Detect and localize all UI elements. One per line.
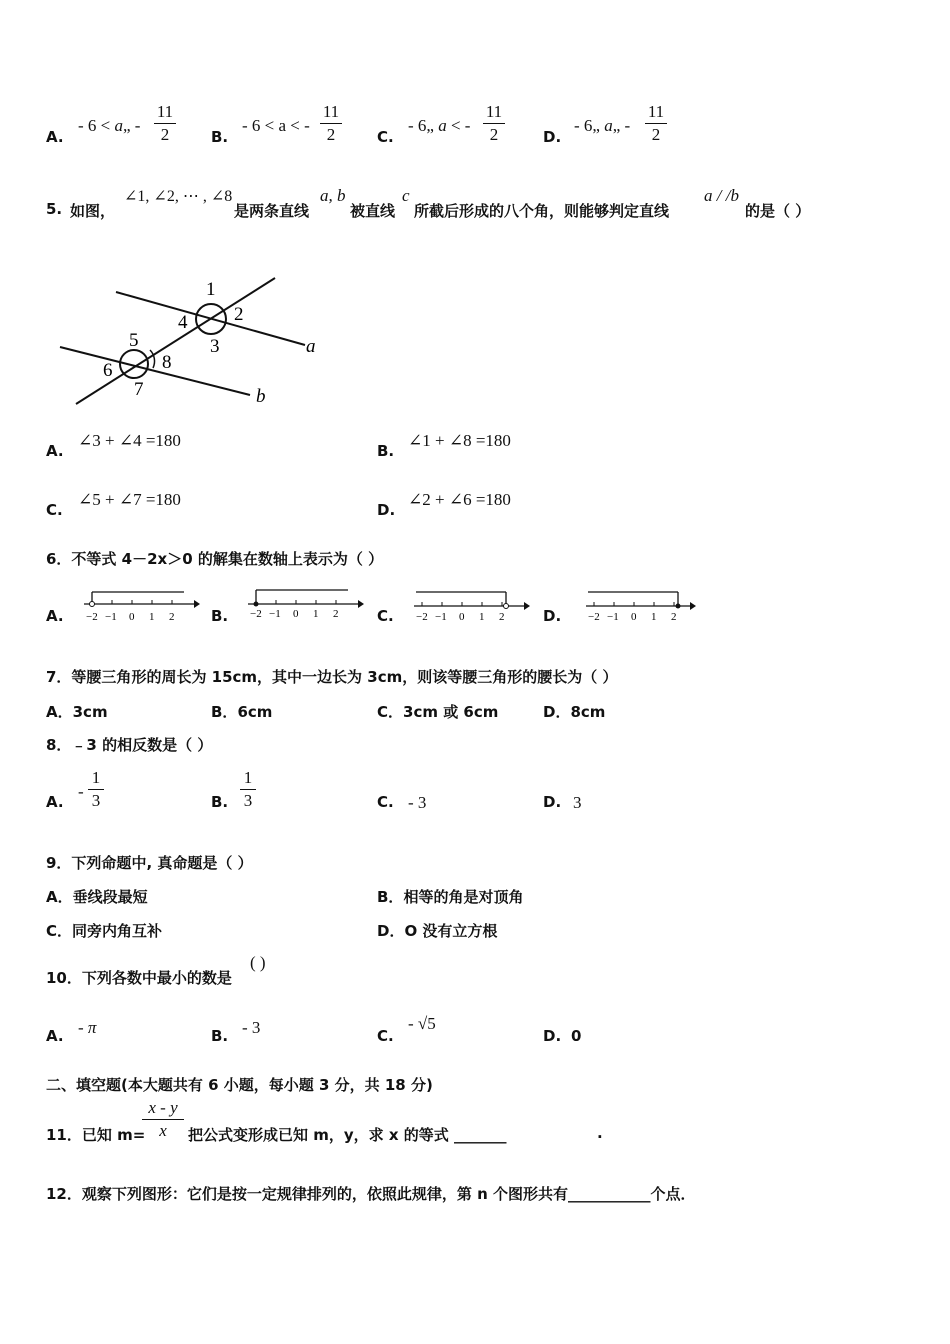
q11-prefix: 11．已知 m= [46,1126,146,1144]
q7-text: 7．等腰三角形的周长为 15cm，其中一边长为 3cm，则该等腰三角形的腰长为（ ） [46,668,618,686]
q9-option-c: C．同旁内角互补 [46,922,163,940]
q10-option-a-value: - π [78,1018,97,1037]
angle-label-8: 8 [162,352,172,373]
angle-label-5: 5 [129,330,139,351]
q10-option-c-value: - √5 [408,1014,436,1033]
q4-option-a-expr: - 6 < a„ - [78,116,141,135]
q5-option-a-expr: ∠3 + ∠4 =180 [78,431,181,450]
angle-label-2: 2 [234,304,244,325]
tick-label: −1 [105,611,117,623]
tick-label: 2 [671,611,677,622]
q6-option-b-label: B. [211,607,229,625]
tick-label: −1 [269,608,281,620]
tick-label: −1 [607,611,619,622]
q11-fraction: x - y x [142,1098,184,1141]
tick-label: −1 [435,611,447,622]
q5-math-lines: a, b [320,186,346,205]
tick-label: 1 [651,611,657,622]
q8-option-a-sign: - [78,782,84,801]
q7-option-c: C．3cm 或 6cm [377,703,499,721]
q5-option-d-label: D. [377,501,396,519]
q5-math-angles: ∠1, ∠2, ⋯ , ∠8 [124,188,233,205]
q10-option-c-label: C. [377,1027,394,1045]
tick-label: 0 [459,611,465,622]
q8-option-c-label: C. [377,793,394,811]
q4-option-d-fraction: 11 2 [645,102,667,145]
section-2-heading: 二、填空题(本大题共有 6 小题，每小题 3 分，共 18 分) [46,1076,433,1094]
angle-label-6: 6 [103,360,113,381]
q10-option-b-label: B. [211,1027,229,1045]
q6-option-a-label: A. [46,607,64,625]
tick-label: 2 [499,611,505,622]
q4-option-a-label: A. [46,128,64,146]
q4-option-c-expr: - 6„ a < - [408,116,471,135]
q6-option-c-label: C. [377,607,394,625]
q12-text: 12．观察下列图形：它们是按一定规律排列的，依照此规律，第 n 个图形共有___________个点． [46,1185,696,1203]
q6-number-line-b [244,584,364,620]
q10-paren: ( ) [250,953,266,972]
q6-text: 6．不等式 4－2x＞0 的解集在数轴上表示为（ ） [46,550,384,568]
q5-text-4: 所截后形成的八个角，则能够判定直线 [414,202,670,220]
q5-option-b-label: B. [377,442,395,460]
q10-option-d-label: D. [543,1027,562,1045]
angle-label-4: 4 [178,312,188,333]
tick-label: 0 [129,611,135,623]
q6-option-d-label: D. [543,607,562,625]
q5-option-c-expr: ∠5 + ∠7 =180 [78,490,181,509]
tick-label: −2 [250,608,262,620]
q6-number-line-a [80,588,200,624]
q5-text-1: 如图， [70,202,116,220]
q4-option-b-fraction: 11 2 [320,102,342,145]
q5-number: 5. [46,200,63,218]
q4-option-c-fraction: 11 2 [483,102,505,145]
line-label-a: a [306,336,316,357]
q8-option-a-label: A. [46,793,64,811]
q5-option-b-expr: ∠1 + ∠8 =180 [408,431,511,450]
tick-label: −2 [86,611,98,623]
q8-text: 8．﹣3 的相反数是（ ） [46,736,213,754]
angle-8-arc [150,350,155,368]
q10-text: 10．下列各数中最小的数是 [46,969,232,987]
q5-figure [50,268,340,413]
q10-option-a-label: A. [46,1027,64,1045]
q9-option-b: B．相等的角是对顶角 [377,888,524,906]
q8-option-d-value: 3 [573,793,582,812]
q9-text: 9．下列命题中, 真命题是（ ） [46,854,253,872]
q9-option-a: A．垂线段最短 [46,888,148,906]
angle-label-1: 1 [206,279,216,300]
q8-option-a-fraction: 1 3 [88,768,104,811]
tick-label: 1 [479,611,485,622]
q4-option-c-label: C. [377,128,394,146]
q5-option-d-expr: ∠2 + ∠6 =180 [408,490,511,509]
q9-option-d: D．O 没有立方根 [377,922,498,940]
q11-period: . [597,1124,603,1142]
q6-number-line-d [582,586,702,622]
tick-label: 2 [169,611,175,623]
tick-label: 0 [293,608,299,620]
q5-text-2: 是两条直线 [234,202,310,220]
angle-label-7: 7 [134,379,144,400]
q7-option-a: A．3cm [46,703,108,721]
tick-label: 2 [333,608,339,620]
q5-option-a-label: A. [46,442,64,460]
line-c [76,278,275,404]
line-label-b: b [256,386,266,407]
q4-option-d-label: D. [543,128,562,146]
q5-math-c: c [402,186,410,205]
q4-option-d-expr: - 6„ a„ - [574,116,631,135]
q8-option-c-value: - 3 [408,793,427,812]
q8-option-d-label: D. [543,793,562,811]
q4-option-b-expr: - 6 < a < - [242,116,310,135]
tick-label: −2 [416,611,428,622]
tick-label: −2 [588,611,600,622]
tick-label: 1 [313,608,319,620]
q4-option-b-label: B. [211,128,229,146]
q7-option-d: D．8cm [543,703,606,721]
q5-text-5: 的是（ ） [745,202,811,220]
q10-option-b-value: - 3 [242,1018,261,1037]
q8-option-b-label: B. [211,793,229,811]
q6-number-line-c [410,586,530,622]
q8-option-b-fraction: 1 3 [240,768,256,811]
q11-text: 把公式变形成已知 m，y，求 x 的等式 _______ [188,1126,507,1144]
q4-option-a-fraction: 11 2 [154,102,176,145]
q10-option-d-value: 0 [571,1027,582,1045]
angle-label-3: 3 [210,336,220,357]
q5-text-3: 被直线 [350,202,396,220]
q5-option-c-label: C. [46,501,63,519]
tick-label: 1 [149,611,155,623]
q7-option-b: B．6cm [211,703,273,721]
tick-label: 0 [631,611,637,622]
q5-math-parallel: a / /b [704,186,739,205]
